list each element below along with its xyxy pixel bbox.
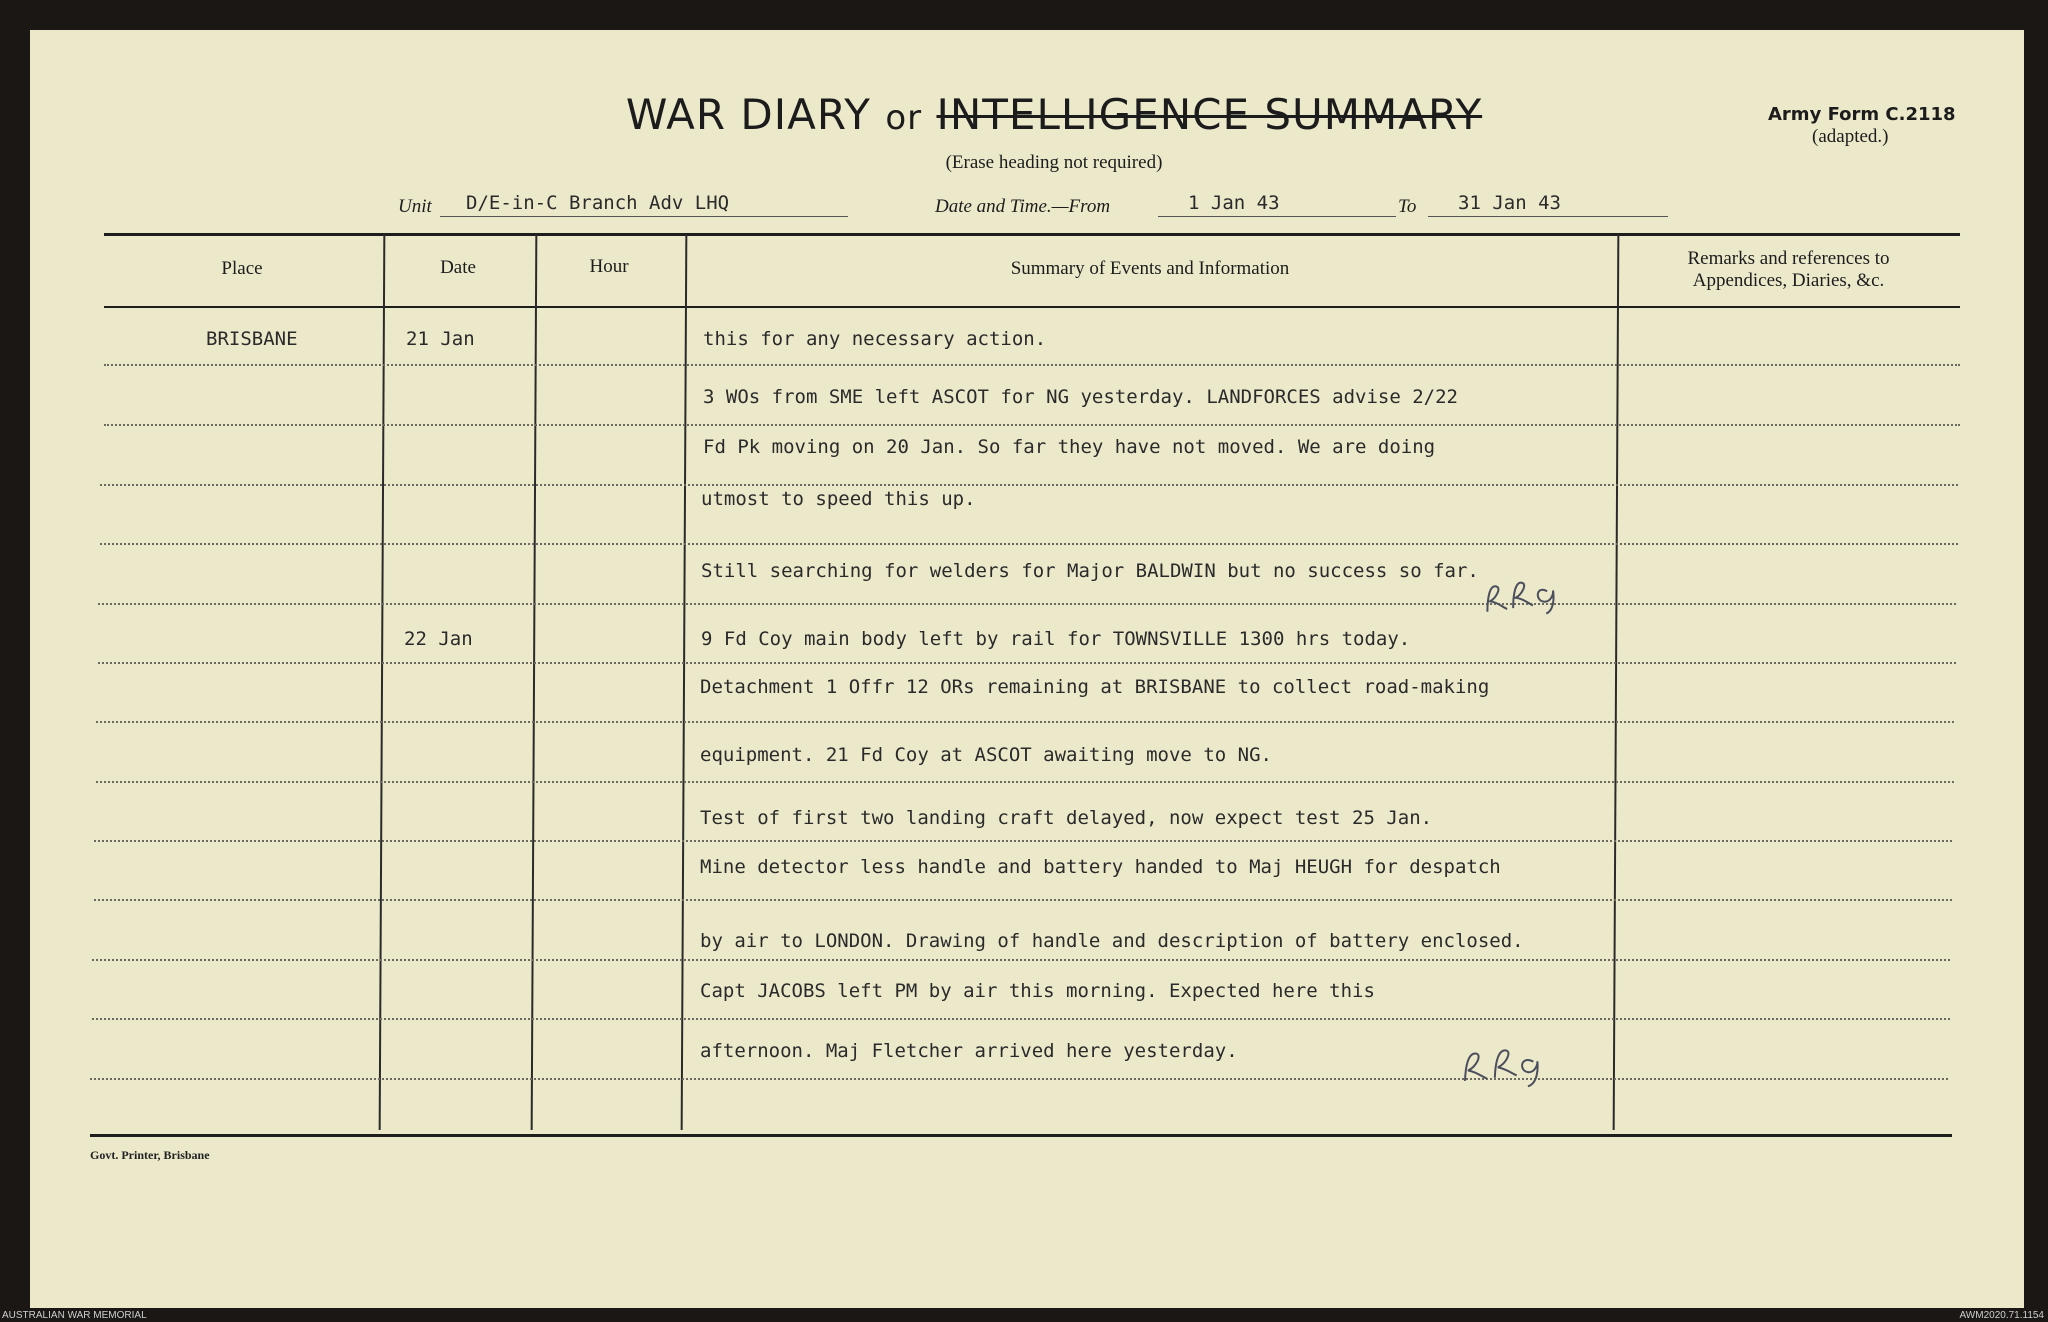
army-form-adapted: (adapted.) [1812, 126, 1889, 147]
column-header-remarks-line2: Appendices, Diaries, &c. [1692, 270, 1885, 291]
column-header-summary: Summary of Events and Information [1010, 258, 1290, 279]
row-summary: afternoon. Maj Fletcher arrived here yesterday. [700, 1040, 1238, 1062]
row-summary: Still searching for welders for Major BALDWIN but no success so far. [701, 560, 1479, 582]
army-form-number: Army Form C.2118 [1768, 104, 1956, 125]
row-rule [100, 484, 1958, 486]
title-struck-intelligence-summary: INTELLIGENCE SUMMARY [936, 90, 1483, 139]
row-place: BRISBANE [206, 328, 298, 350]
row-date: 21 Jan [406, 328, 475, 350]
archive-credit: AUSTRALIAN WAR MEMORIAL [2, 1310, 147, 1321]
row-rule [104, 364, 1960, 366]
unit-value: D/E-in-C Branch Adv LHQ [466, 192, 730, 214]
row-summary: by air to LONDON. Drawing of handle and description of battery enclosed. [700, 930, 1524, 952]
row-summary: utmost to speed this up. [701, 488, 976, 510]
row-rule [94, 840, 1952, 842]
unit-underline [440, 216, 848, 217]
column-header-hour: Hour [589, 256, 629, 277]
row-summary: equipment. 21 Fd Coy at ASCOT awaiting move to NG. [700, 744, 1272, 766]
row-rule [92, 1018, 1950, 1020]
row-rule [96, 721, 1954, 723]
date-to-value: 31 Jan 43 [1458, 192, 1561, 214]
title-or: or [885, 98, 923, 138]
row-summary: Detachment 1 Offr 12 ORs remaining at BRISBANE to collect road-making [700, 676, 1490, 698]
page-title [30, 90, 2048, 139]
row-summary: Capt JACOBS left PM by air this morning. Expected here this [700, 980, 1375, 1002]
row-rule [92, 959, 1950, 961]
column-header-place: Place [221, 258, 263, 279]
archive-reference: AWM2020.71.1154 [1959, 1310, 2044, 1321]
erase-heading-note: (Erase heading not required) [945, 152, 1163, 173]
to-underline [1428, 216, 1668, 217]
row-rule [104, 424, 1960, 426]
row-summary: Mine detector less handle and battery handed to Maj HEUGH for despatch [700, 856, 1501, 878]
date-time-from-label: Date and Time.—From [935, 196, 1111, 217]
row-rule [94, 899, 1952, 901]
handwritten-initials [1453, 1034, 1568, 1103]
row-summary: Fd Pk moving on 20 Jan. So far they have not moved. We are doing [703, 436, 1436, 458]
title-war-diary: WAR DIARY [625, 90, 871, 139]
column-header-remarks-line1: Remarks and references to [1687, 248, 1890, 269]
row-rule [90, 1078, 1948, 1080]
row-rule [98, 662, 1956, 664]
row-summary: 3 WOs from SME left ASCOT for NG yesterday. LANDFORCES advise 2/22 [703, 386, 1458, 408]
row-summary: this for any necessary action. [703, 328, 1047, 350]
row-summary: Test of first two landing craft delayed, now expect test 25 Jan. [700, 807, 1433, 829]
row-rule [98, 603, 1956, 605]
date-from-value: 1 Jan 43 [1188, 192, 1280, 214]
row-rule [96, 781, 1954, 783]
initials-signature-2 [1453, 1034, 1568, 1095]
printer-imprint: Govt. Printer, Brisbane [90, 1148, 210, 1162]
to-label: To [1398, 196, 1417, 217]
column-header-date: Date [440, 257, 476, 278]
from-underline [1158, 216, 1396, 217]
row-rule [100, 543, 1958, 545]
row-date: 22 Jan [404, 628, 473, 650]
diary-sheet [30, 30, 2024, 1308]
table-bottom-rule [90, 1134, 1952, 1137]
row-summary: 9 Fd Coy main body left by rail for TOWNSVILLE 1300 hrs today. [701, 628, 1411, 650]
unit-label: Unit [398, 196, 432, 217]
